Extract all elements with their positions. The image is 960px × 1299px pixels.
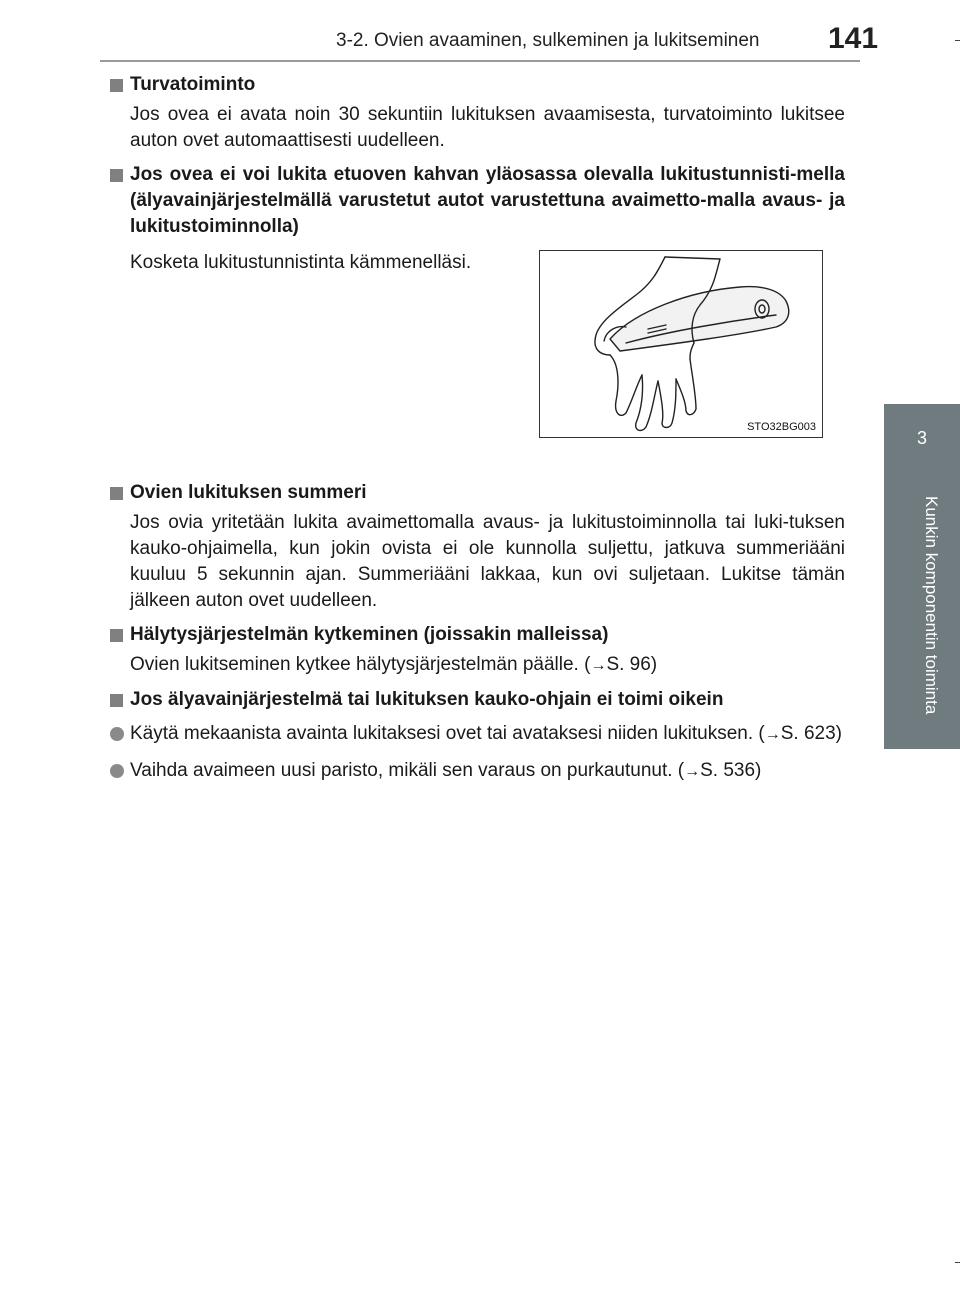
chapter-number: 3: [916, 428, 927, 448]
arrow-icon: →: [684, 763, 701, 780]
arrow-icon: →: [590, 657, 607, 674]
square-bullet-icon: [110, 79, 123, 92]
chapter-side-tab: [884, 404, 960, 749]
round-bullet-icon: [110, 727, 124, 741]
chapter-title: 3-2. Ovien avaaminen, sulkeminen ja lukitseminen: [336, 30, 760, 51]
section-text: Jos ovia yritetään lukita avaimettomalla avaus- ja lukitustoiminnolla tai luki-tuksen kauko-ohjaimella, kun jokin ovista ei ole kunnolla suljettu, jatkuva summeriääni kuuluu 5 sekunnin ajan. Summeriääni lakkaa, kun ovi suljetaan. Lukitse tämän jälkeen auton ovet uudelleen.: [130, 512, 845, 611]
arrow-icon: →: [764, 726, 781, 743]
section-text: Jos ovea ei avata noin 30 sekuntiin lukituksen avaamisesta, turvatoiminto lukitsee auton ovet automaattisesti uudelleen.: [130, 104, 845, 151]
figure-code: STO32BG003: [747, 421, 816, 433]
page-reference: S. 96): [606, 654, 658, 675]
square-bullet-icon: [110, 487, 123, 500]
section-text: Ovien lukitseminen kytkee hälytysjärjestelmän päälle. (→S. 96): [130, 654, 658, 675]
hand-on-door-handle-icon: [540, 251, 822, 437]
section-heading: Jos ovea ei voi lukita etuoven kahvan yläosassa olevalla lukitustunnisti-mella (älyavainjärjestelmällä varustetut autot varustettuna avaimetto-malla avaus- ja lukitustoiminnolla): [110, 162, 845, 240]
square-bullet-icon: [110, 694, 123, 707]
section-heading: Turvatoiminto: [110, 72, 845, 98]
crop-mark: [955, 40, 960, 41]
section-text: Kosketa lukitustunnistinta kämmenelläsi.: [130, 252, 472, 273]
section-heading: Ovien lukituksen summeri: [110, 480, 845, 506]
page-number: 141: [828, 22, 879, 55]
page-reference: S. 536): [700, 760, 762, 781]
door-handle-illustration: [539, 250, 823, 438]
section-heading: Hälytysjärjestelmän kytkeminen (joissakin malleissa): [110, 622, 845, 648]
list-item: Vaihda avaimeen uusi paristo, mikäli sen varaus on purkautunut. (→S. 536): [110, 758, 845, 785]
section-heading: Jos älyavainjärjestelmä tai lukituksen kauko-ohjain ei toimi oikein: [110, 687, 845, 713]
page-content: [110, 72, 845, 795]
page-header: [0, 0, 960, 60]
square-bullet-icon: [110, 169, 123, 182]
page-reference: S. 623): [780, 723, 842, 744]
round-bullet-icon: [110, 764, 124, 778]
figure-row: [110, 250, 845, 472]
crop-mark: [955, 1262, 960, 1263]
square-bullet-icon: [110, 629, 123, 642]
list-item: Käytä mekaanista avainta lukitaksesi ovet tai avataksesi niiden lukituksen. (→S. 623): [110, 721, 845, 748]
chapter-label: Kunkin komponentin toiminta: [922, 496, 941, 715]
header-divider: [100, 60, 860, 62]
